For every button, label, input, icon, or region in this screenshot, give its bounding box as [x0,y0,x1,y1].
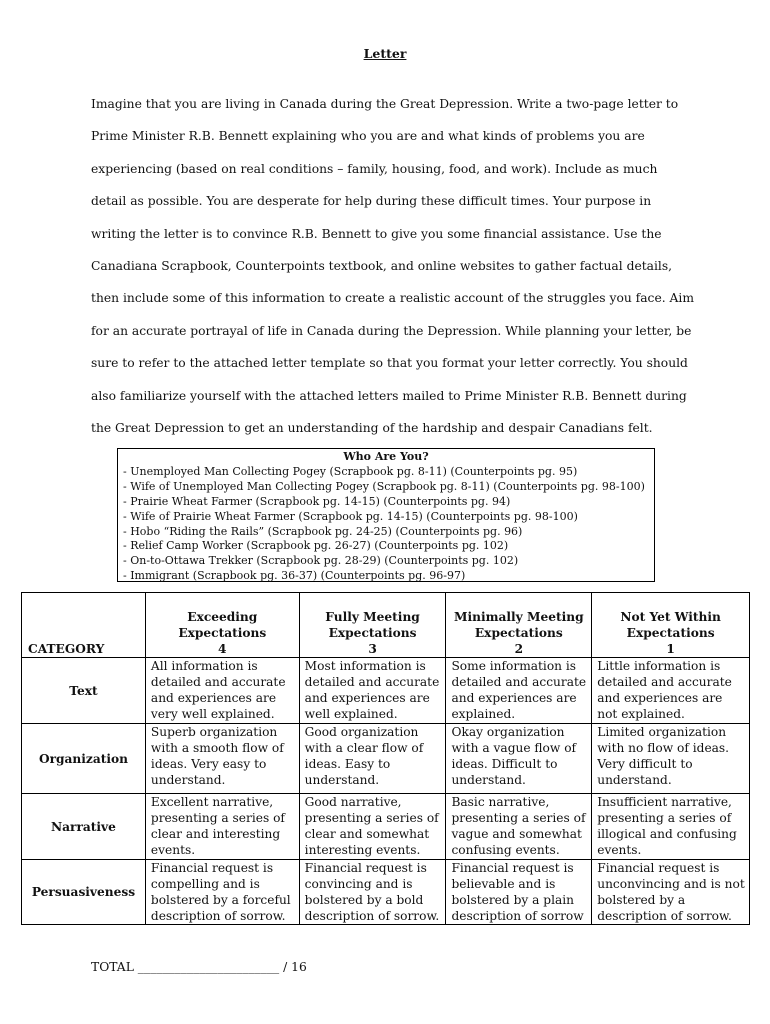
role-item: - Immigrant (Scrapbook pg. 36-37) (Counterpoints pg. 96-97) [123,569,466,583]
row-category: Organization [22,724,146,794]
level-name: Not Yet Within Expectations [620,610,721,640]
paragraph-line: writing the letter is to convince R.B. Bennett to give you some financial assistance. Use the [91,226,662,241]
who-are-you-box [117,448,655,582]
rubric-header-row [22,593,750,658]
table-row [22,860,750,925]
level-name: Fully Meeting Expectations [325,610,420,640]
paragraph-line: then include some of this information to create a realistic account of the struggles you face. Aim [91,291,695,306]
table-row [22,658,750,724]
paragraph-line: Prime Minister R.B. Bennett explaining who you are and what kinds of problems you are [91,129,645,144]
level-name: Minimally Meeting Expectations [454,610,584,640]
role-item: - Wife of Unemployed Man Collecting Pogey (Scrapbook pg. 8-11) (Counterpoints pg. 98-100) [123,479,645,493]
rubric-cell: All information is detailed and accurate and experiences are very well explained. [145,658,299,724]
table-row [22,794,750,860]
role-item: - Prairie Wheat Farmer (Scrapbook pg. 14-15) (Counterpoints pg. 94) [123,494,511,508]
level-header [145,593,299,658]
paragraph-line: detail as possible. You are desperate for help during these difficult times. Your purpose in [91,194,652,209]
row-category: Narrative [22,794,146,860]
role-item: - On-to-Ottawa Trekker (Scrapbook pg. 28-29) (Counterpoints pg. 102) [123,554,519,568]
instructions-paragraph [91,88,695,444]
level-score: 1 [666,642,675,656]
rubric-cell: Financial request is unconvincing and is not bolstered by a description of sorrow. [592,860,750,925]
who-are-you-heading: Who Are You? [343,450,429,463]
paragraph-line: Canadiana Scrapbook, Counterpoints textbook, and online websites to gather factual details, [91,259,673,274]
level-score: 2 [514,642,524,656]
level-header [592,593,750,658]
row-category: Text [22,658,146,724]
rubric-cell: Little information is detailed and accurate and experiences are not explained. [592,658,750,724]
rubric-cell: Insufficient narrative, presenting a series of illogical and confusing events. [592,794,750,860]
role-item: - Relief Camp Worker (Scrapbook pg. 26-27) (Counterpoints pg. 102) [123,539,509,553]
rubric-table [21,592,750,925]
rubric-cell: Good organization with a clear flow of ideas. Easy to understand. [299,724,446,794]
rubric-cell: Financial request is convincing and is bolstered by a bold description of sorrow. [299,860,446,925]
paragraph-line: Imagine that you are living in Canada during the Great Depression. Write a two-page letter to [91,97,679,111]
paragraph-line: sure to refer to the attached letter template so that you format your letter correctly. You should [91,356,688,371]
level-header [446,593,592,658]
level-header [299,593,446,658]
rubric-cell: Financial request is compelling and is bolstered by a forceful description of sorrow. [145,860,299,925]
row-category: Persuasiveness [22,860,146,925]
rubric-cell: Superb organization with a smooth flow of ideas. Very easy to understand. [145,724,299,794]
table-row [22,724,750,794]
paragraph-line: for an accurate portrayal of life in Canada during the Depression. While planning your letter, be [91,323,692,338]
role-item: - Unemployed Man Collecting Pogey (Scrapbook pg. 8-11) (Counterpoints pg. 95) [123,464,578,478]
role-item: - Hobo “Riding the Rails” (Scrapbook pg. 24-25) (Counterpoints pg. 96) [123,524,523,538]
paragraph-line: the Great Depression to get an understanding of the hardship and despair Canadians felt. [91,421,653,436]
rubric-cell: Basic narrative, presenting a series of vague and somewhat confusing events. [446,794,592,860]
rubric-cell: Most information is detailed and accurate and experiences are well explained. [299,658,446,724]
rubric-cell: Financial request is believable and is bolstered by a plain description of sorrow [446,860,592,925]
level-score: 4 [218,642,227,656]
rubric-cell: Some information is detailed and accurate and experiences are explained. [446,658,592,724]
paragraph-line: experiencing (based on real conditions – family, housing, food, and work). Include as much [91,161,658,176]
total-score-line: TOTAL _______________________ / 16 [91,960,307,974]
rubric-cell: Okay organization with a vague flow of ideas. Difficult to understand. [446,724,592,794]
level-score: 3 [368,642,377,656]
level-name: Exceeding Expectations [178,610,267,640]
document-title: Letter [363,46,407,61]
rubric-cell: Excellent narrative, presenting a series of clear and interesting events. [145,794,299,860]
rubric-cell: Limited organization with no flow of ideas. Very difficult to understand. [592,724,750,794]
paragraph-line: also familiarize yourself with the attached letters mailed to Prime Minister R.B. Bennett during [91,388,687,403]
role-item: - Wife of Prairie Wheat Farmer (Scrapbook pg. 14-15) (Counterpoints pg. 98-100) [123,509,578,523]
rubric-cell: Good narrative, presenting a series of clear and somewhat interesting events. [299,794,446,860]
category-header: CATEGORY [22,593,146,658]
